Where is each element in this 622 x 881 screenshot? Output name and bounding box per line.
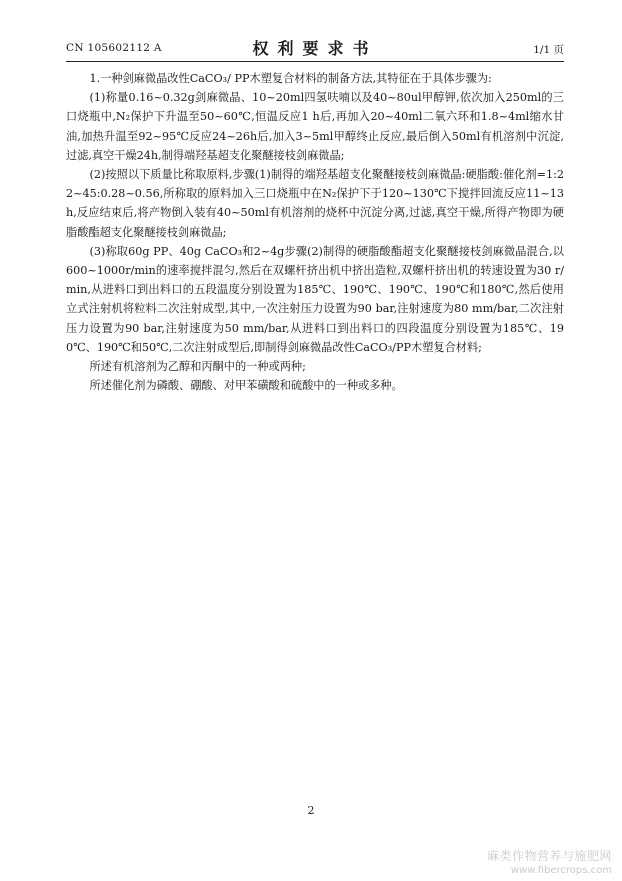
catalyst-definition: 所述催化剂为磷酸、硼酸、对甲苯磺酸和硫酸中的一种或多种。 [89, 379, 403, 393]
claims-body [66, 69, 564, 395]
claim-1-intro: 1.一种剑麻微晶改性CaCO₃/ PP木塑复合材料的制备方法,其特征在于具体步骤为: [89, 72, 492, 85]
claim-step-3: (3)称取60g PP、40g CaCO₃和2~4g步骤(2)制得的硬脂酸酯超支化聚醚接枝剑麻微晶混合,以600~1000r/min的速率搅拌混匀,然后在双螺杆挤出机中挤出造粒,双螺杆挤出机的转速设置为30 r/min,从进料口到出料口的五段温度分别设置为185℃、190℃、190℃、190℃和180℃,然后使用立式注射机将粒料二次注射成型,其中,一次注射压力设置为90 bar,注射速度为80 mm/bar,二次注射压力设置为90 bar,注射速度为50 mm/bar,从进料口到出料口的四段温度分别设置为185℃、190℃、190℃和50℃,二次注射成型后,即制得剑麻微晶改性CaCO₃/PP木塑复合材料; [66, 244, 564, 354]
page-indicator: 1/1 页 [533, 44, 564, 56]
watermark-title: 麻类作物营养与施肥网 [486, 849, 612, 863]
watermark-url: www.fibercrops.com [510, 865, 612, 876]
claim-step-1: (1)称量0.16~0.32g剑麻微晶、10~20ml四氢呋喃以及40~80ul甲醇钾,依次加入250ml的三口烧瓶中,N₂保护下升温至50~60℃,恒温反应1 h后,再加入20~40ml二氧六环和1.8~4ml缩水甘油,加热升温至92~95℃反应24~26h后,加入3~5ml甲醇终止反应,最后倒入50ml有机溶剂中沉淀,过滤,真空干燥24h,制得端羟基超支化聚醚接枝剑麻微晶; [66, 91, 564, 162]
page-number: 2 [307, 804, 315, 817]
page-header [66, 36, 564, 58]
claim-step-2: (2)按照以下质量比称取原料,步骤(1)制得的端羟基超支化聚醚接枝剑麻微晶:硬脂酸:催化剂=1:22~45:0.28~0.56,所称取的原料加入三口烧瓶中在N₂保护下于120~130℃下搅拌回流反应11~13h,反应结束后,将产物倒入装有40~50ml有机溶剂的烧杯中沉淀分离,过滤,真空干燥,所得产物即为硬脂酸酯超支化聚醚接枝剑麻微晶; [66, 168, 564, 239]
document-title: 权利要求书 [252, 39, 378, 58]
header-divider [66, 61, 564, 62]
organic-solvent-definition: 所述有机溶剂为乙醇和丙酮中的一种或两种; [89, 360, 306, 374]
publication-number: CN 105602112 A [66, 42, 162, 54]
watermark [487, 847, 612, 876]
